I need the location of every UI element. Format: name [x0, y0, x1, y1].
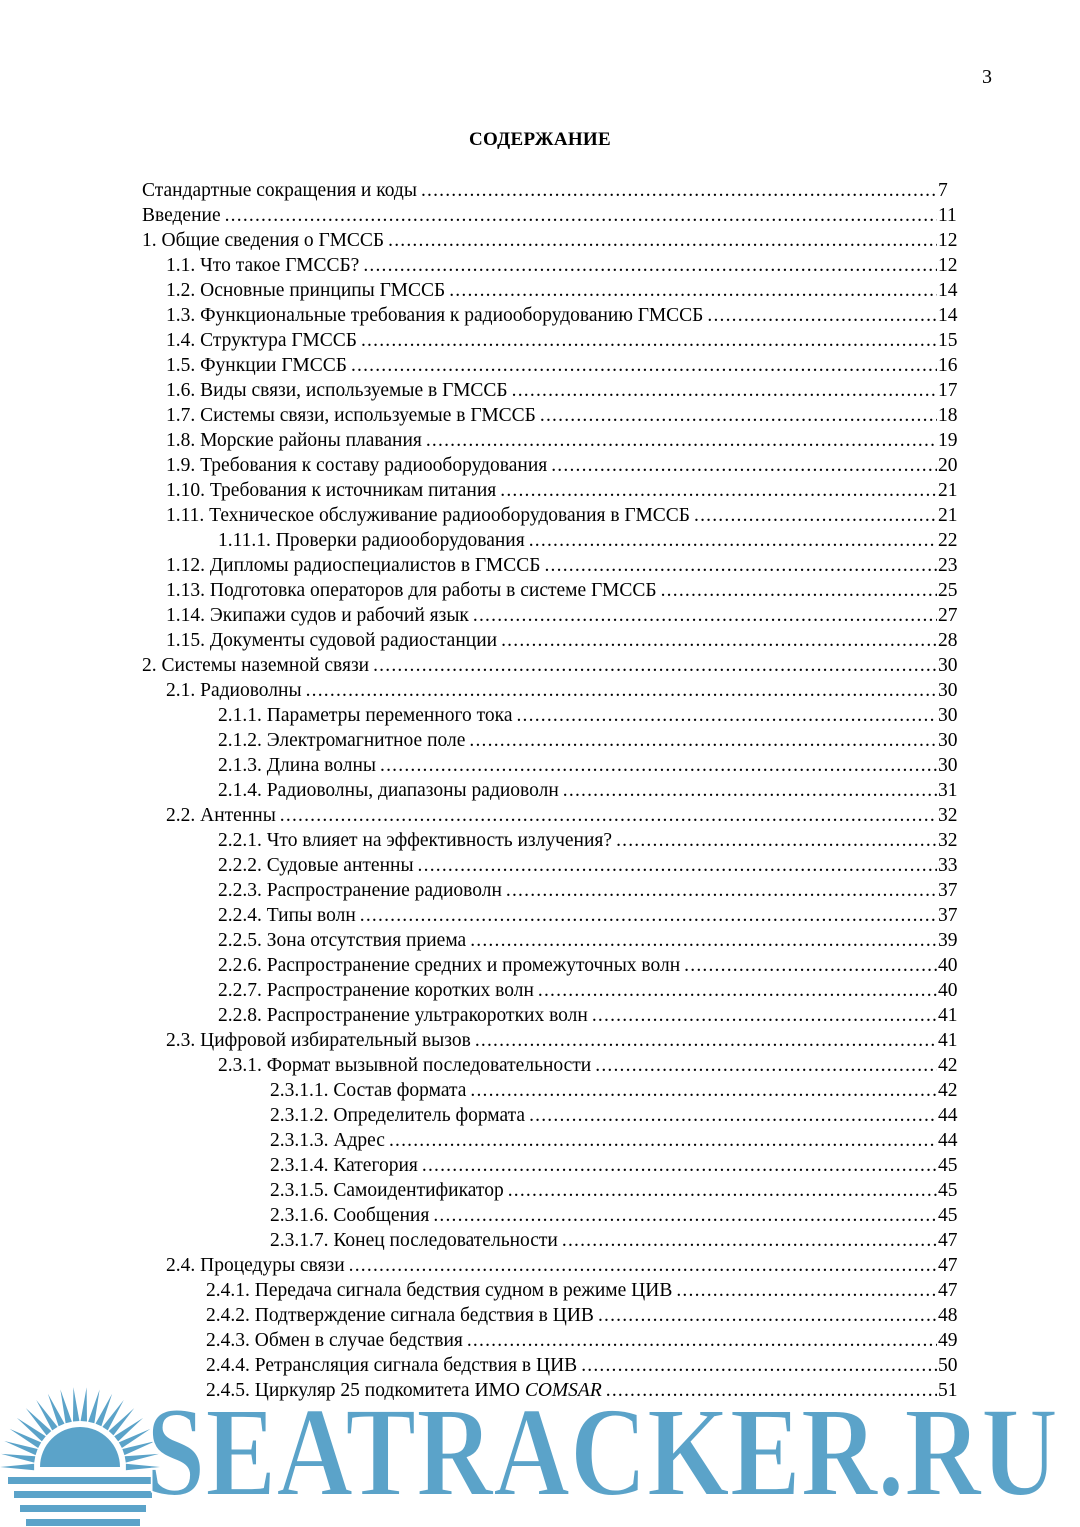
dot-leader [349, 1253, 937, 1278]
toc-entry-title-text: 2.2.3. Распространение радиоволн [218, 880, 502, 901]
dot-leader [363, 253, 937, 278]
toc-entry-page: 21 [938, 480, 958, 501]
toc-entry[interactable] [142, 1203, 962, 1228]
toc-entry[interactable] [142, 678, 962, 703]
toc-entry-title-text: 2.4.4. Ретрансляция сигнала бедствия в ЦИВ [206, 1355, 578, 1376]
toc-entry-title-text: 2.4.5. Циркуляр 25 подкомитета ИМО [206, 1380, 520, 1401]
toc-entry[interactable] [142, 1103, 962, 1128]
toc-entry-page: 44 [938, 1130, 958, 1151]
toc-entry-title-text: 1.8. Морские районы плавания [166, 430, 422, 451]
toc-entry[interactable] [142, 453, 962, 478]
dot-leader [469, 728, 937, 753]
toc-entry[interactable] [142, 1328, 962, 1353]
toc-entry-title-text: Стандартные сокращения и коды [142, 180, 417, 201]
dot-leader [529, 1103, 937, 1128]
toc-entry-title [218, 1053, 591, 1078]
toc-entry[interactable] [142, 653, 962, 678]
toc-entry-page: 40 [938, 955, 958, 976]
sun-ray [1, 1454, 35, 1463]
toc-entry-page: 42 [938, 1055, 958, 1076]
toc-entry-title [218, 778, 559, 803]
toc-entry-page: 12 [938, 230, 958, 251]
sun-wave [14, 1491, 152, 1498]
toc-entry-page: 40 [938, 980, 958, 1001]
toc-entry[interactable] [142, 1128, 962, 1153]
toc-entry-title [218, 1003, 588, 1028]
toc-entry-page: 49 [938, 1330, 958, 1351]
toc-entry-page: 48 [938, 1305, 958, 1326]
dot-leader [512, 378, 937, 403]
toc-entry[interactable] [142, 1078, 962, 1103]
dot-leader [280, 803, 937, 828]
toc-entry-page: 30 [938, 730, 958, 751]
dot-leader [373, 653, 937, 678]
toc-entry-page: 25 [938, 580, 958, 601]
toc-entry-title-text: 2.3.1.4. Категория [270, 1155, 418, 1176]
toc-entry-title [142, 203, 221, 228]
toc-entry-title [218, 903, 356, 928]
toc-entry-title [166, 803, 276, 828]
toc-entry-title [166, 378, 508, 403]
dot-leader [360, 903, 937, 928]
toc-entry[interactable] [142, 1278, 962, 1303]
toc-entry-title [142, 653, 369, 678]
toc-entry-page: 12 [938, 255, 958, 276]
toc-entry-title-text: 2.1.1. Параметры переменного тока [218, 705, 513, 726]
toc-entry-page: 16 [938, 355, 958, 376]
toc-entry-title [218, 703, 512, 728]
toc-entry-page: 28 [938, 630, 958, 651]
sun-wave [20, 1505, 146, 1512]
toc-entry-title-text: 2.2.7. Распространение коротких волн [218, 980, 534, 1001]
toc-entry[interactable] [142, 853, 962, 878]
sun-wave [26, 1519, 140, 1526]
toc-entry-page: 47 [938, 1255, 958, 1276]
toc-entry-title-text: 2.1.3. Длина волны [218, 755, 377, 776]
toc-entry-title-text: 1.4. Структура ГМССБ [166, 330, 357, 351]
dot-leader [661, 578, 937, 603]
dot-leader [449, 278, 937, 303]
sun-ray [81, 1387, 87, 1421]
toc-entry-title [270, 1178, 504, 1203]
toc-entry-page: 47 [938, 1280, 958, 1301]
toc-entry-page: 20 [938, 455, 958, 476]
dot-leader [616, 828, 937, 853]
dot-leader [551, 453, 937, 478]
toc-entry-page: 7 [938, 180, 948, 201]
toc-entry-title [166, 453, 547, 478]
toc-entry-title-text: 2.2.2. Судовые антенны [218, 855, 414, 876]
sun-ray [17, 1418, 46, 1441]
toc-entry[interactable] [142, 1178, 962, 1203]
dot-leader [595, 1053, 937, 1078]
sun-ray [73, 1387, 79, 1421]
toc-entry-title-text: 1.12. Дипломы радиоспециалистов в ГМССБ [166, 555, 541, 576]
dot-leader [563, 778, 937, 803]
toc-entry-page: 18 [938, 405, 958, 426]
toc-entry-page: 41 [938, 1030, 958, 1051]
toc-entry-page: 23 [938, 555, 958, 576]
toc-entry-page: 30 [938, 705, 958, 726]
toc-entry[interactable] [142, 178, 962, 203]
sun-ray [88, 1389, 99, 1423]
toc-entry-page: 14 [938, 280, 958, 301]
dot-leader [388, 228, 937, 253]
toc-entry-title-text: 1.11.1. Проверки радиооборудования [218, 530, 525, 551]
toc-entry-page: 45 [938, 1155, 958, 1176]
dot-leader [529, 528, 937, 553]
sun-disc [40, 1427, 120, 1467]
dot-leader [426, 428, 937, 453]
sun-ray [0, 1464, 34, 1470]
toc-entry-title [270, 1128, 385, 1153]
toc-entry[interactable] [142, 953, 962, 978]
toc-entry-title [166, 328, 357, 353]
toc-entry-page: 19 [938, 430, 958, 451]
toc-entry-page: 47 [938, 1230, 958, 1251]
toc-entry-title [270, 1078, 466, 1103]
toc-entry[interactable] [142, 1028, 962, 1053]
toc-entry-title [270, 1103, 525, 1128]
toc-entry-title-text: 2.3.1.7. Конец последовательности [270, 1230, 558, 1251]
toc-entry[interactable] [142, 1253, 962, 1278]
toc-entry[interactable] [142, 703, 962, 728]
dot-leader [475, 1028, 937, 1053]
toc-entry-page: 33 [938, 855, 958, 876]
toc-entry-title [218, 928, 466, 953]
dot-leader [694, 503, 937, 528]
toc-entry[interactable] [142, 328, 962, 353]
toc-entry-page: 45 [938, 1180, 958, 1201]
toc-entry-title [206, 1303, 594, 1328]
toc-entry[interactable] [142, 1053, 962, 1078]
dot-leader [225, 203, 937, 228]
toc-entry[interactable] [142, 753, 962, 778]
toc-entry-page: 42 [938, 1080, 958, 1101]
toc-entry-title [218, 953, 680, 978]
toc-entry-title-text: 1.2. Основные принципы ГМССБ [166, 280, 446, 301]
toc-entry-title-text: 1.9. Требования к составу радиооборудования [166, 455, 548, 476]
toc-entry[interactable] [142, 1003, 962, 1028]
toc-entry-page: 21 [938, 505, 958, 526]
toc-entry-page: 15 [938, 330, 958, 351]
toc-entry[interactable] [142, 353, 962, 378]
toc-entry[interactable] [142, 978, 962, 1003]
page-number: 3 [982, 66, 992, 88]
toc-entry-title [218, 878, 502, 903]
toc-entry[interactable] [142, 578, 962, 603]
dot-leader [516, 703, 937, 728]
toc-entry-title-text: 1.14. Экипажи судов и рабочий язык [166, 605, 469, 626]
toc-entry-page: 51 [938, 1380, 958, 1401]
toc-entry-title [166, 628, 497, 653]
toc-entry-title-text: 2.3.1.1. Состав формата [270, 1080, 467, 1101]
toc-entry-title [166, 503, 690, 528]
toc-entry[interactable] [142, 303, 962, 328]
toc-entry-page: 30 [938, 680, 958, 701]
toc-entry[interactable] [142, 478, 962, 503]
toc-entry-title [166, 553, 540, 578]
toc-entry-page: 30 [938, 755, 958, 776]
toc-entry[interactable] [142, 728, 962, 753]
toc-entry[interactable] [142, 928, 962, 953]
toc-entry[interactable] [142, 1303, 962, 1328]
toc-entry[interactable] [142, 228, 962, 253]
toc-entry[interactable] [142, 603, 962, 628]
dot-leader [421, 178, 937, 203]
watermark-text: SEATRACKER.RU [146, 1381, 1058, 1523]
sun-ray [109, 1408, 134, 1435]
sun-ray [60, 1389, 71, 1423]
toc-entry[interactable] [142, 1153, 962, 1178]
toc-entry-title-text: 2.2.4. Типы волн [218, 905, 356, 926]
toc-entry[interactable] [142, 778, 962, 803]
toc-entry-title-text: 2.1.2. Электромагнитное поле [218, 730, 466, 751]
toc-entry-title [270, 1228, 558, 1253]
toc-heading: СОДЕРЖАНИЕ [469, 129, 611, 150]
dot-leader [501, 628, 937, 653]
toc-entry-title-text: 2.2.1. Что влияет на эффективность излучения? [218, 830, 613, 851]
toc-entry[interactable] [142, 403, 962, 428]
toc-entry-title [206, 1328, 463, 1353]
toc-entry-title [166, 428, 422, 453]
dot-leader [418, 853, 937, 878]
dot-leader [544, 553, 937, 578]
dot-leader [538, 978, 937, 1003]
toc-entry-title-text: 2.2.6. Распространение средних и промежуточных волн [218, 955, 681, 976]
toc-entry-page: 11 [938, 205, 957, 226]
toc-entry[interactable] [142, 553, 962, 578]
dot-leader [380, 753, 937, 778]
toc-entry-title [142, 228, 384, 253]
toc-entry-title-text: 2.4.1. Передача сигнала бедствия судном в режиме ЦИВ [206, 1280, 673, 1301]
toc-entry-title-text: 2.1.4. Радиоволны, диапазоны радиоволн [218, 780, 559, 801]
toc-entry-title [166, 478, 496, 503]
toc-entry-title [166, 1253, 345, 1278]
toc-entry[interactable] [142, 428, 962, 453]
toc-entry-title-text: 2.4.3. Обмен в случае бедствия [206, 1330, 463, 1351]
toc-entry-title [166, 1028, 471, 1053]
toc-entry-title-text: 1.6. Виды связи, используемые в ГМССБ [166, 380, 508, 401]
toc-entry-title-text: 2.4.2. Подтверждение сигнала бедствия в ЦИВ [206, 1305, 594, 1326]
toc-entry[interactable] [142, 903, 962, 928]
dot-leader [707, 303, 937, 328]
toc-entry-title [166, 278, 445, 303]
dot-leader [684, 953, 937, 978]
toc-entry[interactable] [142, 253, 962, 278]
dot-leader [508, 1178, 937, 1203]
toc-entry-page: 41 [938, 1005, 958, 1026]
toc-entry-title-text: 2.3.1.6. Сообщения [270, 1205, 430, 1226]
toc-entry-title [270, 1203, 429, 1228]
toc-entry-title-text: 1.15. Документы судовой радиостанции [166, 630, 498, 651]
toc-entry-page: 17 [938, 380, 958, 401]
toc-entry-page: 32 [938, 805, 958, 826]
toc-entry-title [218, 753, 376, 778]
dot-leader [562, 1228, 937, 1253]
toc-entry-title [166, 353, 347, 378]
toc-entry[interactable] [142, 1228, 962, 1253]
toc-entry-title [166, 303, 703, 328]
toc-entry-title-text: 2.2. Антенны [166, 805, 276, 826]
toc-entry[interactable] [142, 878, 962, 903]
toc-entry-title [166, 678, 302, 703]
toc-entry-page: 44 [938, 1105, 958, 1126]
dot-leader [506, 878, 937, 903]
toc-entry-title-text: 2.4. Процедуры связи [166, 1255, 345, 1276]
toc-entry-title [270, 1153, 418, 1178]
toc-entry-title-text: 2.1. Радиоволны [166, 680, 302, 701]
toc-entry[interactable] [142, 803, 962, 828]
toc-entry-title-text: 2.2.8. Распространение ультракоротких волн [218, 1005, 588, 1026]
dot-leader [351, 353, 937, 378]
toc-entry-title-text: 2. Системы наземной связи [142, 655, 370, 676]
toc-entry-page: 50 [938, 1355, 958, 1376]
toc-entry[interactable] [142, 828, 962, 853]
sun-ray [26, 1408, 51, 1435]
toc-entry-title-text: 2.3.1.5. Самоидентификатор [270, 1180, 504, 1201]
toc-entry[interactable] [142, 203, 962, 228]
toc-entry-page: 45 [938, 1205, 958, 1226]
toc-entry-title-text: 1.10. Требования к источникам питания [166, 480, 497, 501]
toc-entry[interactable] [142, 278, 962, 303]
toc-entry-page: 37 [938, 905, 958, 926]
toc-entry[interactable] [142, 628, 962, 653]
toc-entry-page: 39 [938, 930, 958, 951]
sun-icon [0, 1387, 160, 1526]
watermark-logo [0, 1355, 1080, 1527]
toc-entry-title [166, 253, 359, 278]
toc-entry-title [142, 178, 417, 203]
toc-entry-title-text: 1. Общие сведения о ГМССБ [142, 230, 385, 251]
toc-entry-title-text: 2.2.5. Зона отсутствия приема [218, 930, 467, 951]
toc-entry-page: 31 [938, 780, 958, 801]
toc-entry-page: 37 [938, 880, 958, 901]
dot-leader [598, 1303, 937, 1328]
toc-entry-title [218, 728, 465, 753]
dot-leader [422, 1153, 937, 1178]
dot-leader [433, 1203, 937, 1228]
dot-leader [361, 328, 937, 353]
toc-entry-title-text: 1.5. Функции ГМССБ [166, 355, 347, 376]
dot-leader [592, 1003, 937, 1028]
toc-entry[interactable] [142, 503, 962, 528]
toc-entry-title [218, 828, 612, 853]
toc-entry-title-text: 1.7. Системы связи, используемые в ГМССБ [166, 405, 536, 426]
dot-leader [473, 603, 937, 628]
toc-entry-title-text: 2.3.1. Формат вызывной последовательности [218, 1055, 592, 1076]
toc-entry-title [166, 578, 657, 603]
dot-leader [500, 478, 937, 503]
toc-entry-page: 27 [938, 605, 958, 626]
dot-leader [470, 1078, 937, 1103]
toc-entry-title [218, 978, 534, 1003]
sun-ray [114, 1418, 143, 1441]
toc-entry-title-text: 1.1. Что такое ГМССБ? [166, 255, 360, 276]
toc-entry-title-italic: COMSAR [524, 1380, 602, 1401]
toc-entry-title-text: 2.3.1.2. Определитель формата [270, 1105, 526, 1126]
toc-entry-title [206, 1278, 672, 1303]
dot-leader [676, 1278, 937, 1303]
toc-entry-title [218, 853, 414, 878]
toc-entry[interactable] [142, 378, 962, 403]
dot-leader [540, 403, 937, 428]
toc-entry-title-text: Введение [142, 205, 221, 226]
toc-entry-title-text: 1.13. Подготовка операторов для работы в системе ГМССБ [166, 580, 657, 601]
dot-leader [389, 1128, 937, 1153]
sun-wave [8, 1477, 158, 1484]
toc-entry-title-text: 1.3. Функциональные требования к радиооборудованию ГМССБ [166, 305, 704, 326]
toc-entry-title [218, 528, 525, 553]
table-of-contents [142, 178, 962, 1403]
toc-entry-title [166, 603, 469, 628]
toc-entry-title [166, 403, 536, 428]
toc-entry-page: 30 [938, 655, 958, 676]
toc-entry-page: 22 [938, 530, 958, 551]
dot-leader [470, 928, 937, 953]
toc-entry-page: 14 [938, 305, 958, 326]
toc-entry-page: 32 [938, 830, 958, 851]
dot-leader [467, 1328, 937, 1353]
toc-entry[interactable] [142, 528, 962, 553]
toc-entry-title-text: 2.3. Цифровой избирательный вызов [166, 1030, 471, 1051]
dot-leader [306, 678, 937, 703]
toc-entry-title-text: 2.3.1.3. Адрес [270, 1130, 385, 1151]
toc-entry-title-text: 1.11. Техническое обслуживание радиооборудования в ГМССБ [166, 505, 690, 526]
